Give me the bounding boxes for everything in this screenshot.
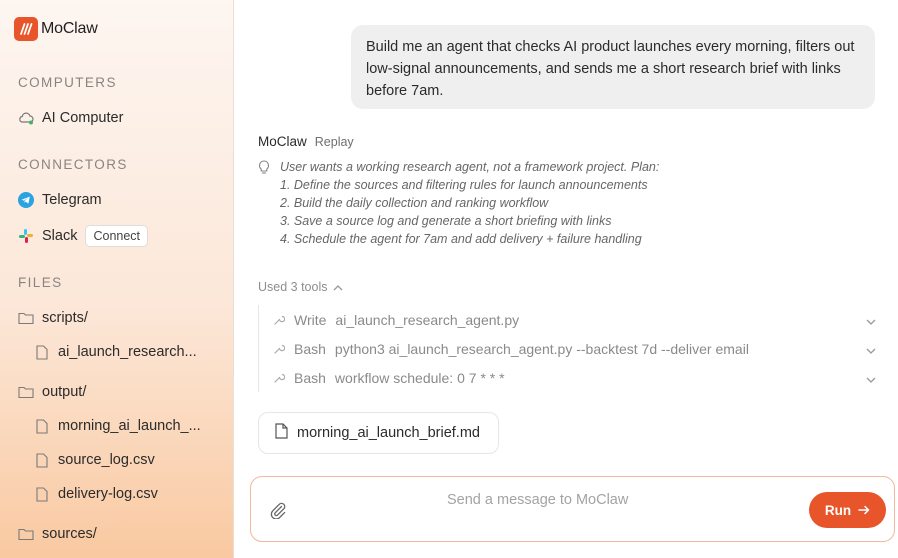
tool-call-row[interactable] xyxy=(259,334,876,363)
tool-verb: Bash xyxy=(294,340,326,357)
computers-section-title: COMPUTERS xyxy=(18,75,117,90)
chevron-down-icon[interactable] xyxy=(866,371,876,387)
file-source-log[interactable] xyxy=(34,449,155,471)
wrench-icon xyxy=(273,314,286,326)
thought-intro: User wants a working research agent, not a framework project. Plan: xyxy=(280,160,660,174)
file-label: source_log.csv xyxy=(58,452,155,468)
file-icon xyxy=(34,418,50,434)
thought-step: 3. Save a source log and generate a short briefing with links xyxy=(280,214,612,228)
tool-verb: Write xyxy=(294,311,327,328)
file-morning-ai-launch[interactable] xyxy=(34,415,201,437)
slack-connect-button[interactable]: Connect xyxy=(85,225,148,247)
user-message: Build me an agent that checks AI product launches every morning, filters out low-signal announcements, and sends me a short research brief with links before 7am. xyxy=(351,25,875,109)
attachment-name: morning_ai_launch_brief.md xyxy=(297,425,480,441)
tool-arg: workflow schedule: 0 7 * * * xyxy=(334,369,505,386)
folder-scripts[interactable] xyxy=(18,307,88,329)
tool-arg: ai_launch_research_agent.py xyxy=(335,311,520,328)
wrench-icon xyxy=(273,372,286,384)
replay-link[interactable]: Replay xyxy=(314,135,354,149)
assistant-name: MoClaw xyxy=(258,134,307,149)
folder-output[interactable] xyxy=(18,381,86,403)
sidebar-item-label: Slack xyxy=(42,228,78,244)
telegram-icon xyxy=(18,192,34,208)
chevron-down-icon[interactable] xyxy=(866,342,876,358)
folder-icon xyxy=(18,310,34,326)
message-input[interactable] xyxy=(447,489,747,511)
file-label: morning_ai_launch_... xyxy=(58,418,201,434)
folder-label: scripts/ xyxy=(42,310,88,326)
sidebar-item-slack[interactable] xyxy=(18,225,148,247)
thought-step: 1. Define the sources and filtering rules for launch announcements xyxy=(280,178,648,192)
tools-toggle[interactable] xyxy=(258,280,343,294)
chevron-down-icon[interactable] xyxy=(866,313,876,329)
folder-icon xyxy=(18,526,34,542)
tools-toggle-label: Used 3 tools xyxy=(258,280,328,294)
folder-sources[interactable] xyxy=(18,523,97,545)
file-ai-launch-research[interactable] xyxy=(34,341,197,363)
run-label: Run xyxy=(824,502,852,518)
wrench-icon xyxy=(273,343,286,355)
assistant-thought xyxy=(258,158,659,248)
tool-verb: Bash xyxy=(294,369,326,386)
file-icon xyxy=(275,423,288,443)
moclaw-logo-icon xyxy=(14,17,38,41)
file-label: delivery-log.csv xyxy=(58,486,158,502)
cloud-icon xyxy=(18,110,34,126)
run-button[interactable] xyxy=(809,492,886,528)
folder-icon xyxy=(18,384,34,400)
folder-label: output/ xyxy=(42,384,87,400)
thought-step: 4. Schedule the agent for 7am and add delivery + failure handling xyxy=(280,232,642,246)
brand[interactable] xyxy=(14,17,98,41)
message-composer xyxy=(250,476,895,542)
file-icon xyxy=(34,344,50,360)
slack-icon xyxy=(18,228,34,244)
lightbulb-icon xyxy=(258,158,272,248)
connectors-section-title: CONNECTORS xyxy=(18,157,128,172)
tool-arg: python3 ai_launch_research_agent.py --backtest 7d --deliver email xyxy=(334,340,749,357)
sidebar-item-label: AI Computer xyxy=(42,110,124,126)
attachment-card[interactable] xyxy=(258,412,499,454)
thought-step: 2. Build the daily collection and ranking workflow xyxy=(280,196,549,210)
sidebar-item-telegram[interactable] xyxy=(18,189,102,211)
file-icon xyxy=(34,486,50,502)
file-delivery-log[interactable] xyxy=(34,483,158,505)
file-label: ai_launch_research... xyxy=(58,344,197,360)
sidebar xyxy=(0,0,234,558)
folder-label: sources/ xyxy=(42,526,97,542)
arrow-right-icon xyxy=(858,503,870,518)
tool-call-row[interactable] xyxy=(259,363,876,392)
brand-name: MoClaw xyxy=(41,20,98,37)
chevron-up-icon xyxy=(333,280,343,294)
file-icon xyxy=(34,452,50,468)
paperclip-icon[interactable] xyxy=(269,501,287,524)
assistant-header xyxy=(258,134,354,149)
tool-call-row[interactable] xyxy=(259,305,876,334)
sidebar-item-label: Telegram xyxy=(42,192,102,208)
tools-list xyxy=(258,305,876,392)
sidebar-item-ai-computer[interactable] xyxy=(18,107,123,129)
files-section-title: FILES xyxy=(18,275,63,290)
